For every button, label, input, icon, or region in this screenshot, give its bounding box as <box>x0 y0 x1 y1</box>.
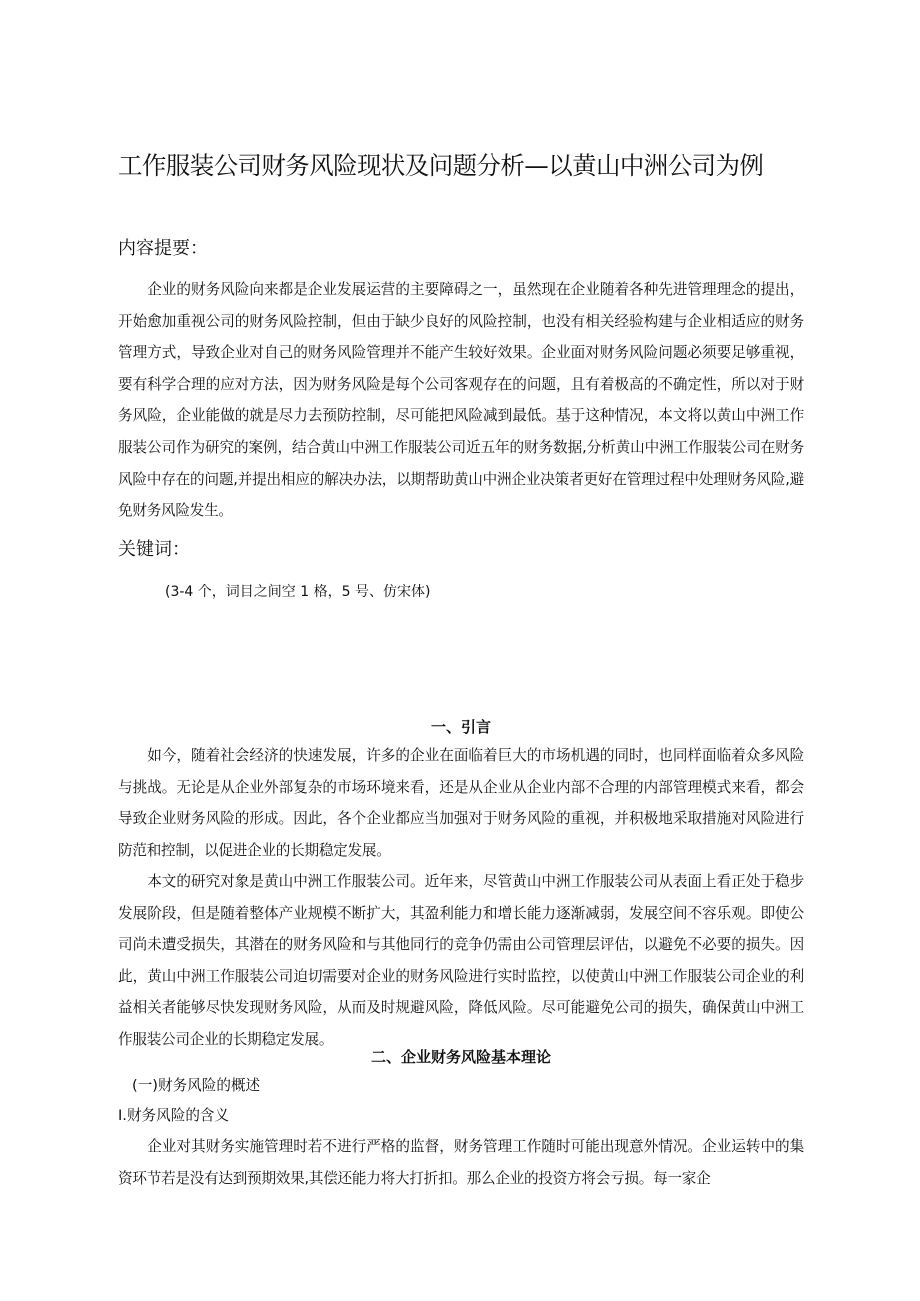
document-title: 工作服装公司财务风险现状及问题分析—以黄山中洲公司为例 <box>118 151 764 180</box>
abstract-text: 企业的财务风险向来都是企业发展运营的主要障碍之一，虽然现在企业随着各种先进管理理念的提出，开始愈加重视公司的财务风险控制，但由于缺少良好的风险控制，也没有相关经验构建与企业相适应的财务管理方式，导致企业对自己的财务风险管理并不能产生较好效果。企业面对财务风险问题必须要足够重视，要有科学合理的应对方法，因为财务风险是每个公司客观存在的问题，且有着极高的不确定性，所以对于财务风险，企业能做的就是尽力去预防控制，尽可能把风险减到最低。基于这种情况，本文将以黄山中洲工作服装公司作为研究的案例，结合黄山中洲工作服装公司近五年的财务数据,分析黄山中洲工作服装公司在财务风险中存在的问题,并提出相应的解决办法，以期帮助黄山中洲企业决策者更好在管理过程中处理财务风险,避免财务风险发生。 <box>118 281 804 520</box>
subsection-heading-overview: (一)财务风险的概述 <box>132 1077 261 1094</box>
section-heading-theory: 二、企业财务风险基本理论 <box>370 1048 551 1066</box>
section-heading-introduction: 一、引言 <box>430 718 491 736</box>
introduction-paragraph-1: 如今，随着社会经济的快速发展，许多的企业在面临着巨大的市场机遇的同时，也同样面临着众多风险与挑战。无论是从企业外部复杂的市场环境来看，还是从企业从企业内部不合理的内部管理模式来看，都会导致企业财务风险的形成。因此，各个企业都应当加强对于财务风险的重视，并积极地采取措施对风险进行防范和控制，以促进企业的长期稳定发展。 <box>118 747 804 859</box>
introduction-paragraph-2: 本文的研究对象是黄山中洲工作服装公司。近年来，尽管黄山中洲工作服装公司从表面上看正处于稳步发展阶段，但是随着整体产业规模不断扩大，其盈利能力和增长能力逐渐减弱，发展空间不容乐观。即使公司尚未遭受损失，其潜在的财务风险和与其他同行的竞争仍需由公司管理层评估，以避免不必要的损失。因此，黄山中洲工作服装公司迫切需要对企业的财务风险进行实时监控，以使黄山中洲工作服装公司企业的利益相关者能够尽快发现财务风险，从而及时规避风险，降低风险。尽可能避免公司的损失，确保黄山中洲工作服装公司企业的长期稳定发展。 <box>118 873 804 1048</box>
definition-paragraph: 企业对其财务实施管理时若不进行严格的监督，财务管理工作随时可能出现意外情况。企业运转中的集资环节若是没有达到预期效果,其偿还能力将大打折扣。那么企业的投资方将会亏损。每一家企 <box>118 1138 804 1187</box>
keywords-note: (3-4 个，词目之间空 1 格，5 号、仿宋体) <box>165 584 431 600</box>
keywords-label: 关键词： <box>118 539 190 560</box>
subsection-heading-definition: I.财务风险的含义 <box>118 1107 230 1124</box>
abstract-label: 内容提要： <box>118 238 208 259</box>
